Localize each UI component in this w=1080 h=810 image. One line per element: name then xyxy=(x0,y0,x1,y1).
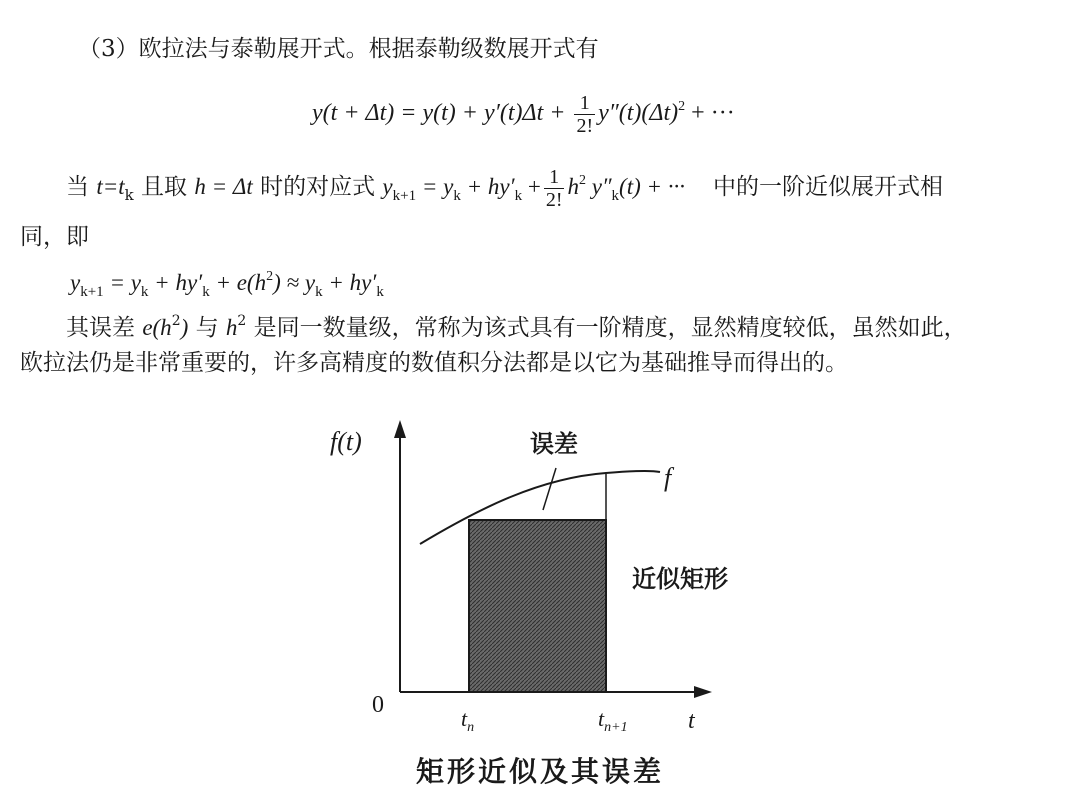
paragraph-continuation: 同，即 xyxy=(20,224,89,250)
fraction-one-over-two-factorial: $\frac{1}{2!}$ xyxy=(576,92,594,137)
euler-correspondence-paragraph: 当 $t=t_k$ 且取 h = Δt 时的对应式 $y_{k+1} = y_k + hy'_k$ + $\frac{1}{2!}$ $h^2$ $y''_k(t)$ + ··· 中的一阶近似展开式相 xyxy=(66,166,944,212)
paragraph-continuation-2: 欧拉法仍是非常重要的，许多高精度的数值积分法都是以它为基础推导而得出的。 xyxy=(20,350,848,376)
approximation-rectangle xyxy=(469,520,606,692)
taylor-equation: y(t + Δt) = y(t) + y′(t)Δt + $\frac{1}{2!}$ $y''(t)(\Delta t)^2$ + ··· xyxy=(312,92,735,137)
x-axis-label: t xyxy=(688,708,695,734)
error-label: 误差 xyxy=(530,430,578,458)
tick-label-tn1: $t_{n+1}$ xyxy=(598,706,628,735)
y-axis-label: f(t) xyxy=(330,427,362,456)
curve-label: f xyxy=(664,463,672,492)
error-pointer xyxy=(543,468,556,510)
rect-label: 近似矩形 xyxy=(632,565,728,593)
origin-label: 0 xyxy=(372,692,384,718)
section-heading: （3）欧拉法与泰勒展开式。根据泰勒级数展开式有 xyxy=(78,36,599,62)
tick-label-tn: $t_n$ xyxy=(461,706,475,735)
figure-caption: 矩形近似及其误差 xyxy=(415,755,664,788)
y-axis-arrow xyxy=(394,420,406,438)
error-order-paragraph: 其误差 $e(h^2)$ 与 $h^2$ 是同一数量级，常称为该式具有一阶精度，显然精度较低，虽然如此， xyxy=(66,313,967,341)
x-axis-arrow xyxy=(694,686,712,698)
euler-approximation-equation: $y_{k+1} = y_k + hy'_k + e(h^2) \approx y_k + hy'_k$ xyxy=(70,269,384,300)
step-equation: $y_{k+1} = y_k + hy'_k$ + $\frac{1}{2!}$ $h^2$ $y''_k(t)$ + ··· xyxy=(382,166,686,212)
